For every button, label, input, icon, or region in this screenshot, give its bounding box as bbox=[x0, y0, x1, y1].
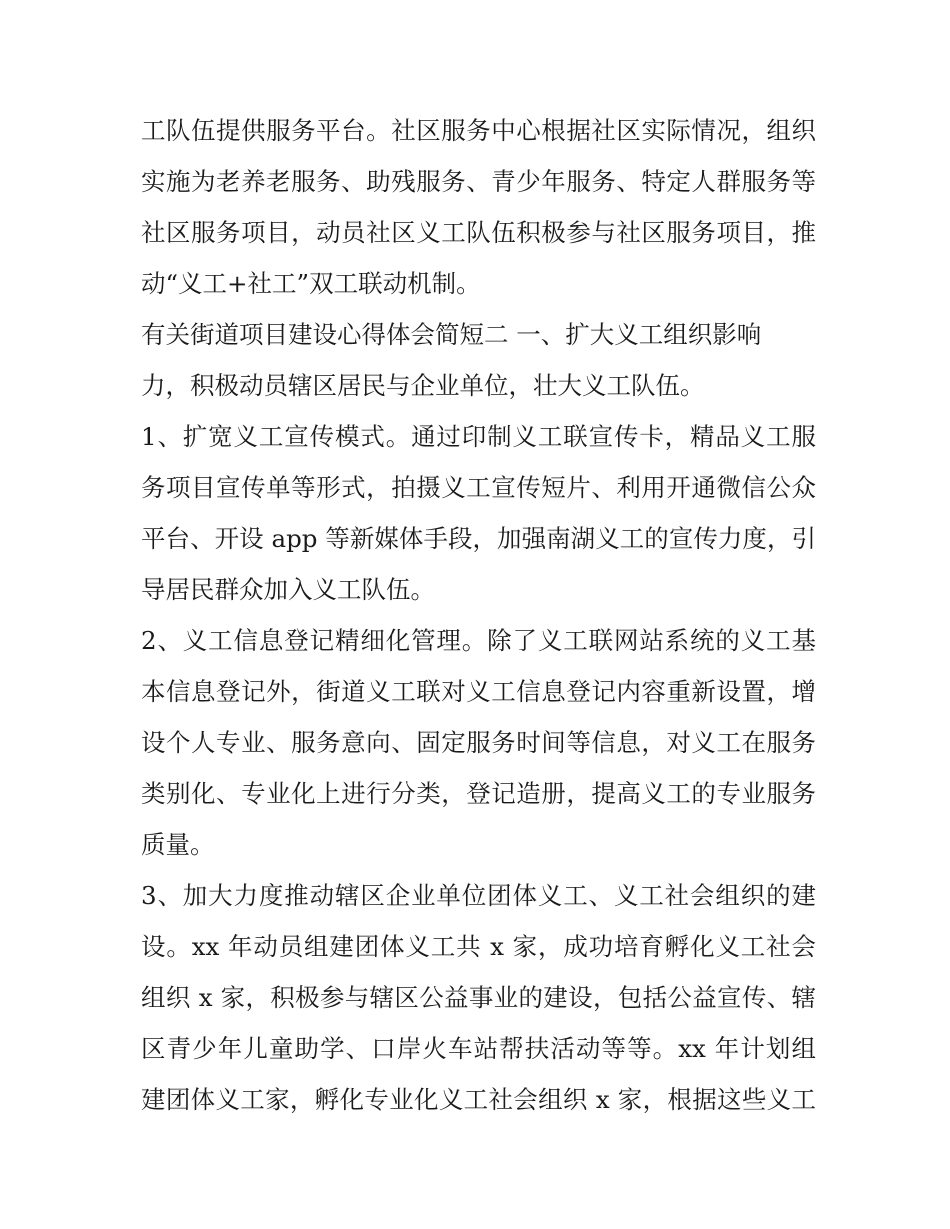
document-body bbox=[141, 105, 816, 1125]
text-line: 工队伍提供服务平台。社区服务中心根据社区实际情况，组织 bbox=[141, 116, 816, 145]
text-line: 实施为老养老服务、助残服务、青少年服务、特定人群服务等 bbox=[141, 167, 816, 196]
paragraph-community-service bbox=[141, 105, 816, 309]
text-line: 平台、开设 app 等新媒体手段，加强南湖义工的宣传力度，引 bbox=[141, 524, 816, 553]
text-line: 导居民群众加入义工队伍。 bbox=[141, 575, 435, 604]
text-line: 动“义工+社工”双工联动机制。 bbox=[141, 269, 481, 298]
text-line: 区青少年儿童助学、口岸火车站帮扶活动等等。xx 年计划组 bbox=[141, 1034, 816, 1063]
text-line: 设个人专业、服务意向、固定服务时间等信息，对义工在服务 bbox=[141, 728, 816, 757]
text-line: 建团体义工家，孵化专业化义工社会组织 x 家，根据这些义工 bbox=[141, 1085, 816, 1114]
text-line: 有关街道项目建设心得体会简短二 一、扩大义工组织影响 bbox=[141, 320, 762, 349]
paragraph-item-1 bbox=[141, 411, 816, 615]
text-line: 设。xx 年动员组建团体义工共 x 家，成功培育孵化义工社会 bbox=[141, 932, 816, 961]
text-line: 质量。 bbox=[141, 830, 215, 859]
text-line: 类别化、专业化上进行分类，登记造册，提高义工的专业服务 bbox=[141, 779, 816, 808]
paragraph-item-3 bbox=[141, 870, 816, 1125]
text-line: 务项目宣传单等形式，拍摄义工宣传短片、利用开通微信公众 bbox=[141, 473, 816, 502]
text-line: 社区服务项目，动员社区义工队伍积极参与社区服务项目，推 bbox=[141, 218, 816, 247]
text-line: 2、义工信息登记精细化管理。除了义工联网站系统的义工基 bbox=[141, 626, 816, 655]
paragraph-section-heading bbox=[141, 309, 816, 411]
text-line: 3、加大力度推动辖区企业单位团体义工、义工社会组织的建 bbox=[141, 881, 816, 910]
text-line: 本信息登记外，街道义工联对义工信息登记内容重新设置，增 bbox=[141, 677, 816, 706]
text-line: 组织 x 家，积极参与辖区公益事业的建设，包括公益宣传、辖 bbox=[141, 983, 816, 1012]
text-line: 1、扩宽义工宣传模式。通过印制义工联宣传卡，精品义工服 bbox=[141, 422, 816, 451]
text-line: 力，积极动员辖区居民与企业单位，壮大义工队伍。 bbox=[141, 371, 705, 400]
paragraph-item-2 bbox=[141, 615, 816, 870]
